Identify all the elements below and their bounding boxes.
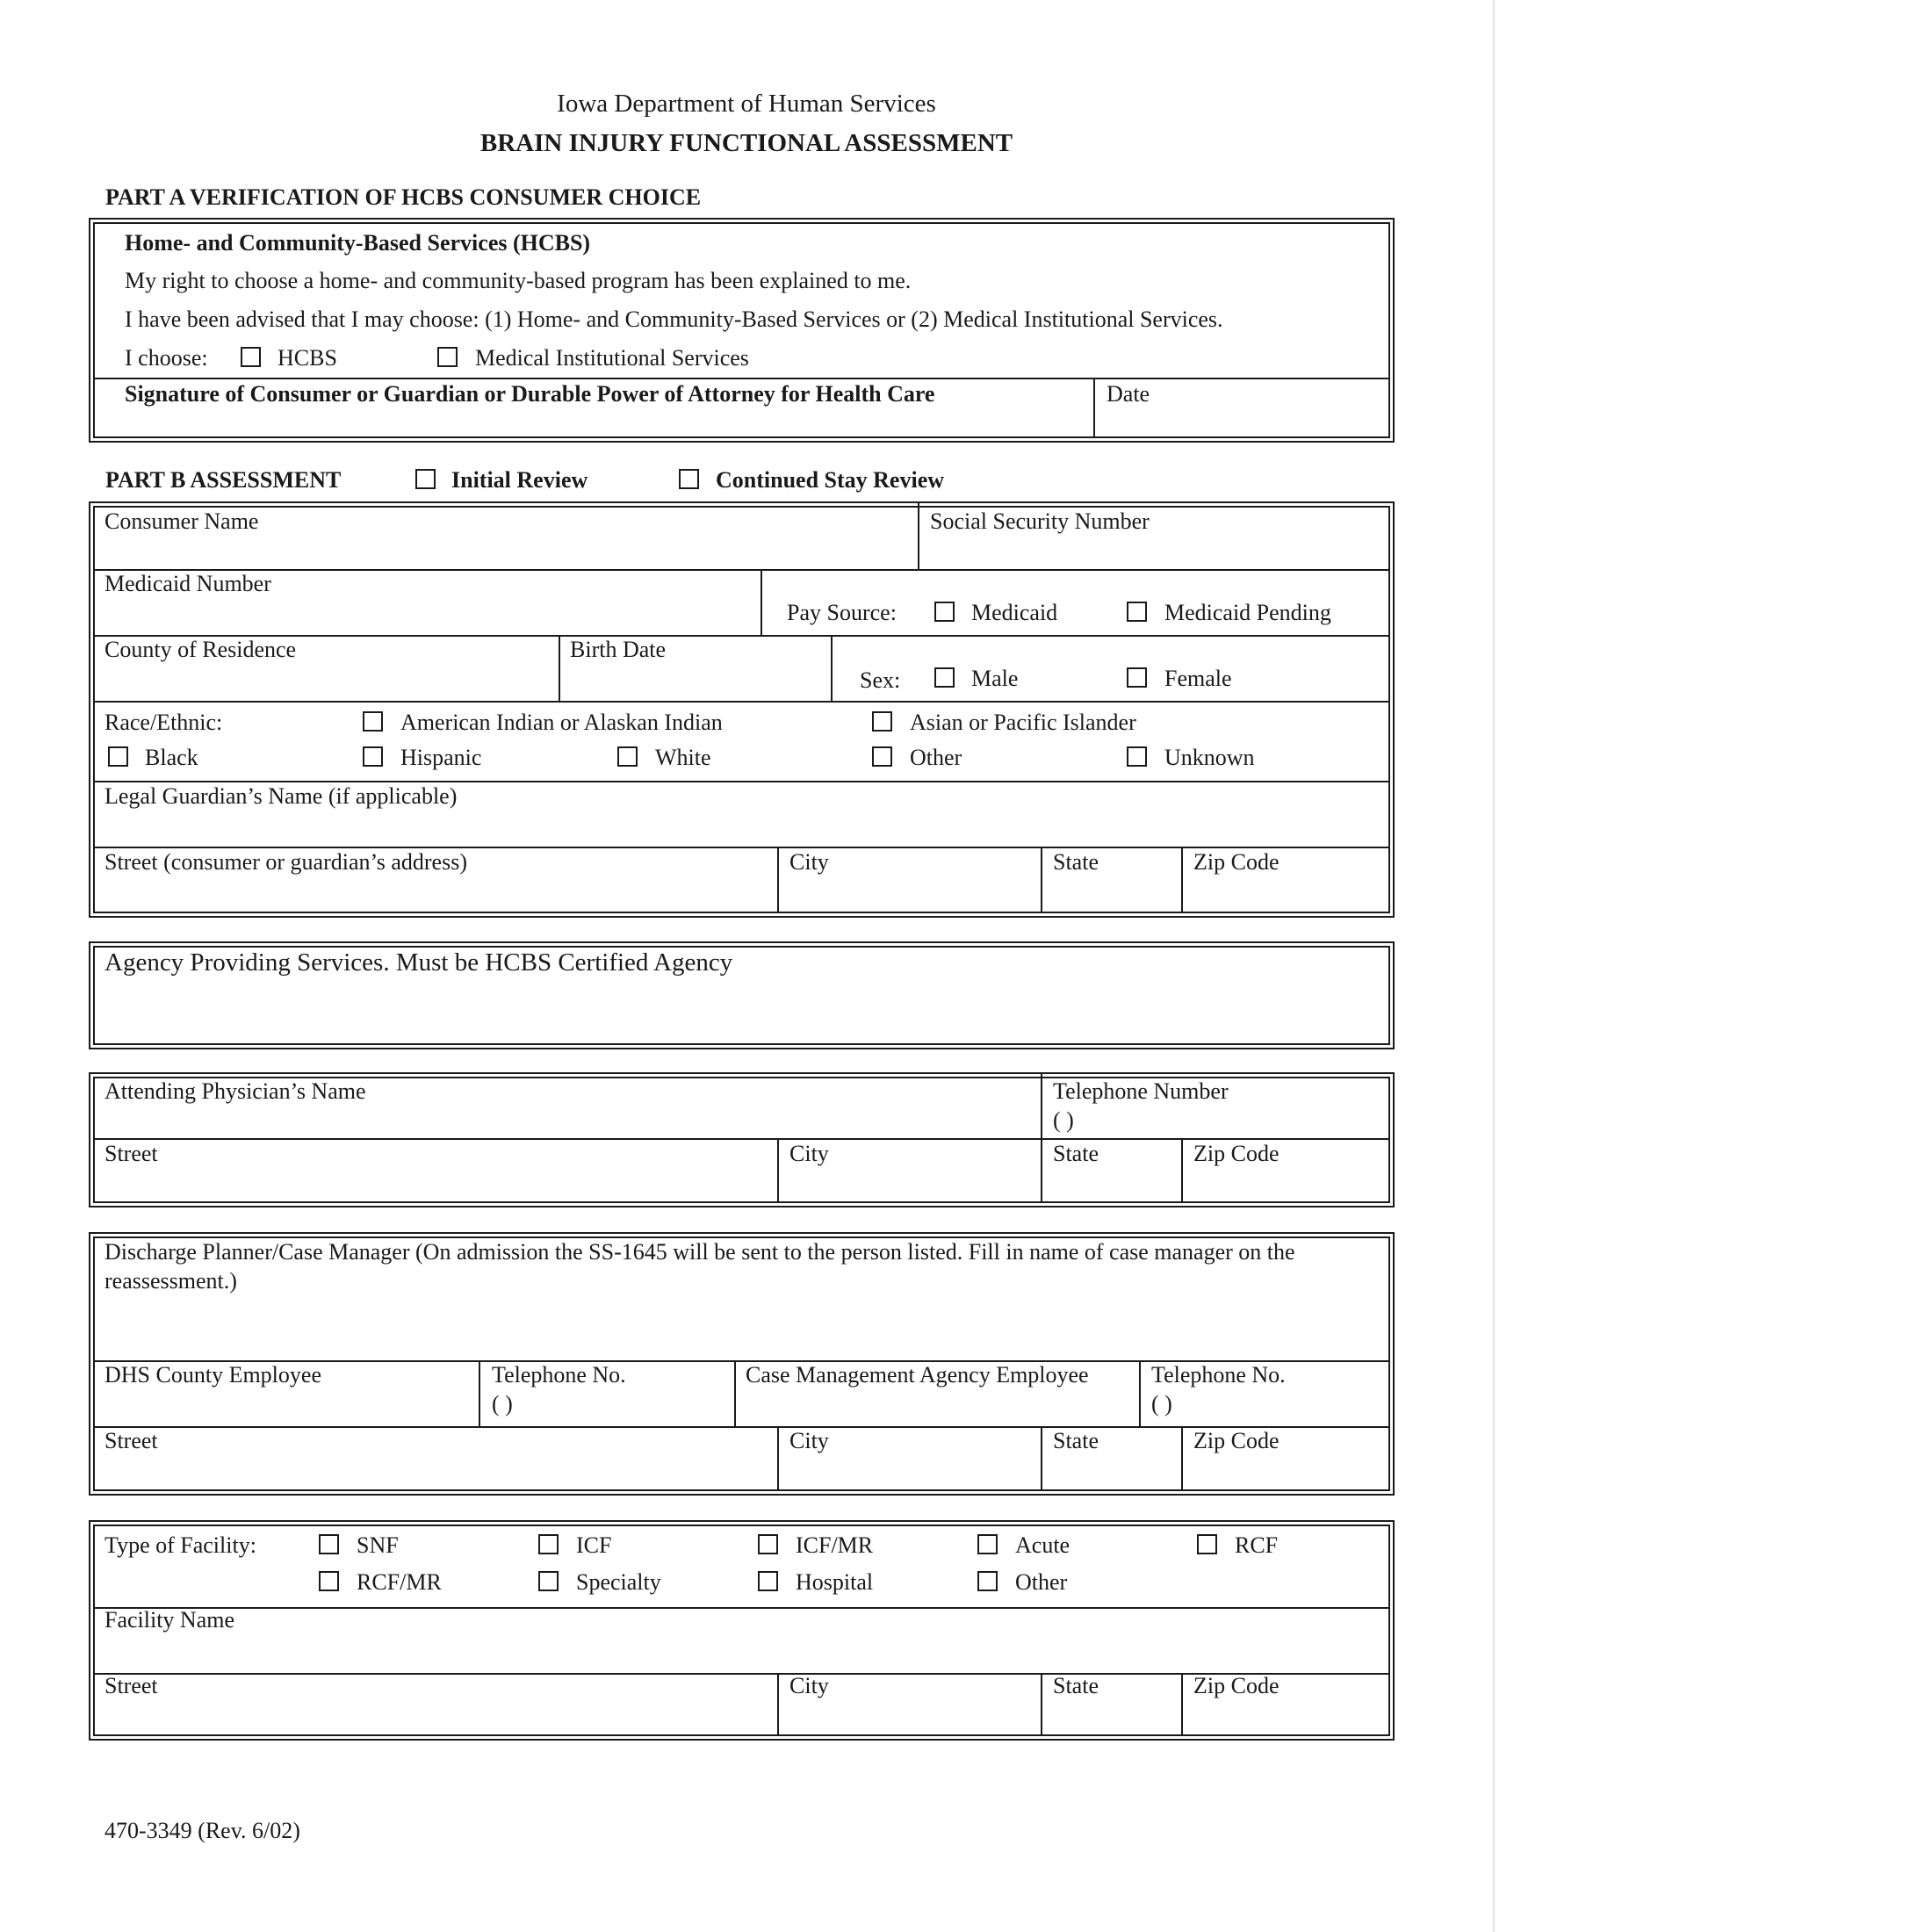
county-of-residence-label: County of Residence bbox=[105, 637, 297, 662]
facility-acute-label: Acute bbox=[1015, 1532, 1071, 1558]
sex-male-label: Male bbox=[971, 666, 1019, 691]
race-unknown-checkbox[interactable] bbox=[1127, 746, 1147, 767]
medicaid-number-label: Medicaid Number bbox=[105, 571, 271, 596]
case-management-employee-label: Case Management Agency Employee bbox=[746, 1362, 1089, 1388]
facility-name-label: Facility Name bbox=[105, 1607, 235, 1633]
dhs-telephone-label: Telephone No. bbox=[492, 1362, 626, 1388]
physician-city-label: City bbox=[789, 1141, 829, 1166]
date-field-label: Date bbox=[1107, 381, 1150, 407]
part-b-heading: PART B ASSESSMENT bbox=[105, 467, 342, 493]
divider bbox=[777, 1673, 779, 1735]
facility-icf-mr-checkbox[interactable] bbox=[758, 1534, 778, 1554]
type-of-facility-label: Type of Facility: bbox=[105, 1532, 256, 1558]
facility-icf-mr-label: ICF/MR bbox=[796, 1532, 874, 1558]
physician-zip-label: Zip Code bbox=[1193, 1141, 1280, 1166]
ssn-label: Social Security Number bbox=[930, 508, 1150, 534]
choice-advised-text: I have been advised that I may choose: (1) Home- and Community-Based Services or (2) Medical Institutional Services. bbox=[125, 306, 1223, 332]
pay-medicaid-pending-label: Medicaid Pending bbox=[1164, 600, 1331, 625]
divider bbox=[1041, 1426, 1042, 1490]
sex-female-label: Female bbox=[1164, 666, 1232, 691]
signature-field-label: Signature of Consumer or Guardian or Durable Power of Attorney for Health Care bbox=[125, 381, 935, 407]
discharge-state-label: State bbox=[1053, 1428, 1099, 1453]
pay-source-label: Pay Source: bbox=[787, 600, 897, 625]
facility-specialty-label: Specialty bbox=[576, 1569, 661, 1595]
medical-institutional-checkbox[interactable] bbox=[437, 347, 458, 367]
facility-snf-label: SNF bbox=[357, 1532, 399, 1558]
race-white-label: White bbox=[655, 745, 711, 770]
hcbs-section-title: Home- and Community-Based Services (HCBS) bbox=[125, 230, 591, 256]
initial-review-label: Initial Review bbox=[451, 467, 588, 493]
divider bbox=[918, 503, 919, 569]
divider bbox=[94, 1138, 1389, 1140]
facility-rcf-mr-label: RCF/MR bbox=[357, 1569, 442, 1595]
legal-guardian-label: Legal Guardian’s Name (if applicable) bbox=[105, 783, 458, 809]
department-name: Iowa Department of Human Services bbox=[557, 90, 936, 118]
facility-other-label: Other bbox=[1015, 1569, 1068, 1595]
sex-female-checkbox[interactable] bbox=[1127, 667, 1147, 688]
divider bbox=[1181, 847, 1183, 912]
facility-rcf-mr-checkbox[interactable] bbox=[319, 1571, 339, 1591]
divider bbox=[831, 635, 833, 701]
physician-street-label: Street bbox=[105, 1141, 158, 1166]
race-white-checkbox[interactable] bbox=[617, 746, 638, 767]
divider bbox=[1093, 378, 1095, 437]
dhs-county-employee-label: DHS County Employee bbox=[105, 1362, 321, 1388]
hcbs-checkbox[interactable] bbox=[241, 347, 261, 367]
facility-rcf-checkbox[interactable] bbox=[1197, 1534, 1217, 1554]
race-unknown-label: Unknown bbox=[1164, 745, 1255, 770]
facility-zip-label: Zip Code bbox=[1193, 1673, 1280, 1698]
discharge-zip-label: Zip Code bbox=[1193, 1428, 1280, 1453]
divider bbox=[1041, 847, 1042, 912]
divider bbox=[777, 1426, 779, 1490]
divider bbox=[777, 847, 779, 912]
part-a-heading: PART A VERIFICATION OF HCBS CONSUMER CHOICE bbox=[105, 184, 702, 210]
facility-icf-checkbox[interactable] bbox=[538, 1534, 559, 1554]
race-black-checkbox[interactable] bbox=[108, 746, 128, 767]
continued-stay-review-label: Continued Stay Review bbox=[716, 467, 945, 493]
divider bbox=[559, 635, 560, 701]
facility-state-label: State bbox=[1053, 1673, 1099, 1698]
divider bbox=[761, 569, 762, 635]
pay-medicaid-checkbox[interactable] bbox=[934, 602, 955, 622]
physician-state-label: State bbox=[1053, 1141, 1099, 1166]
dhs-area-code: ( ) bbox=[492, 1391, 513, 1417]
consumer-zip-label: Zip Code bbox=[1193, 849, 1280, 875]
facility-city-label: City bbox=[789, 1673, 829, 1698]
race-hispanic-label: Hispanic bbox=[400, 745, 482, 770]
discharge-planner-label-cont: reassessment.) bbox=[105, 1268, 237, 1294]
race-asian-label: Asian or Pacific Islander bbox=[910, 710, 1136, 735]
cm-area-code: ( ) bbox=[1151, 1391, 1172, 1417]
sex-label: Sex: bbox=[860, 667, 901, 693]
i-choose-label: I choose: bbox=[125, 345, 208, 371]
facility-acute-checkbox[interactable] bbox=[977, 1534, 998, 1554]
facility-street-label: Street bbox=[105, 1673, 158, 1698]
facility-rcf-label: RCF bbox=[1235, 1532, 1279, 1558]
race-ethnic-label: Race/Ethnic: bbox=[105, 710, 223, 735]
divider bbox=[94, 847, 1389, 848]
discharge-planner-label: Discharge Planner/Case Manager (On admission the SS-1645 will be sent to the person listed. Fill in name of case manager on the bbox=[105, 1239, 1295, 1265]
consumer-city-label: City bbox=[789, 849, 829, 875]
agency-label: Agency Providing Services. Must be HCBS Certified Agency bbox=[105, 948, 733, 977]
consumer-street-label: Street (consumer or guardian’s address) bbox=[105, 849, 467, 875]
continued-stay-review-checkbox[interactable] bbox=[679, 469, 699, 489]
choice-explained-text: My right to choose a home- and community-based program has been explained to me. bbox=[125, 268, 912, 293]
divider bbox=[734, 1360, 736, 1426]
birth-date-label: Birth Date bbox=[570, 637, 667, 662]
cm-telephone-label: Telephone No. bbox=[1151, 1362, 1286, 1388]
divider bbox=[94, 701, 1389, 703]
facility-hospital-checkbox[interactable] bbox=[758, 1571, 778, 1591]
divider bbox=[94, 1607, 1389, 1609]
discharge-street-label: Street bbox=[105, 1428, 158, 1453]
facility-snf-checkbox[interactable] bbox=[319, 1534, 339, 1554]
race-other-label: Other bbox=[910, 745, 962, 770]
sex-male-checkbox[interactable] bbox=[934, 667, 955, 688]
race-american-indian-checkbox[interactable] bbox=[363, 711, 383, 732]
divider bbox=[94, 378, 1389, 379]
race-other-checkbox[interactable] bbox=[872, 746, 892, 767]
divider bbox=[777, 1138, 779, 1202]
race-hispanic-checkbox[interactable] bbox=[363, 746, 383, 767]
physician-area-code: ( ) bbox=[1053, 1107, 1074, 1133]
consumer-name-label: Consumer Name bbox=[105, 508, 259, 534]
race-asian-checkbox[interactable] bbox=[872, 711, 892, 732]
divider bbox=[479, 1360, 480, 1426]
discharge-city-label: City bbox=[789, 1428, 829, 1453]
race-american-indian-label: American Indian or Alaskan Indian bbox=[400, 710, 723, 735]
divider bbox=[94, 781, 1389, 782]
divider bbox=[1041, 1673, 1042, 1735]
pay-medicaid-label: Medicaid bbox=[971, 600, 1058, 625]
form-title: BRAIN INJURY FUNCTIONAL ASSESSMENT bbox=[479, 129, 1013, 157]
hcbs-option-label: HCBS bbox=[278, 345, 337, 371]
divider bbox=[1139, 1360, 1141, 1426]
form-number: 470-3349 (Rev. 6/02) bbox=[105, 1818, 300, 1843]
race-black-label: Black bbox=[145, 745, 198, 770]
facility-specialty-checkbox[interactable] bbox=[538, 1571, 559, 1591]
facility-icf-label: ICF bbox=[576, 1532, 612, 1558]
consumer-state-label: State bbox=[1053, 849, 1099, 875]
divider bbox=[1181, 1426, 1183, 1490]
medical-institutional-option-label: Medical Institutional Services bbox=[475, 345, 749, 371]
divider bbox=[1181, 1673, 1183, 1735]
pay-medicaid-pending-checkbox[interactable] bbox=[1127, 602, 1147, 622]
initial-review-checkbox[interactable] bbox=[415, 469, 436, 489]
facility-hospital-label: Hospital bbox=[796, 1569, 874, 1595]
facility-other-checkbox[interactable] bbox=[977, 1571, 998, 1591]
divider bbox=[94, 569, 1389, 571]
physician-name-label: Attending Physician’s Name bbox=[105, 1078, 366, 1104]
divider bbox=[1181, 1138, 1183, 1202]
physician-telephone-label: Telephone Number bbox=[1053, 1078, 1229, 1104]
